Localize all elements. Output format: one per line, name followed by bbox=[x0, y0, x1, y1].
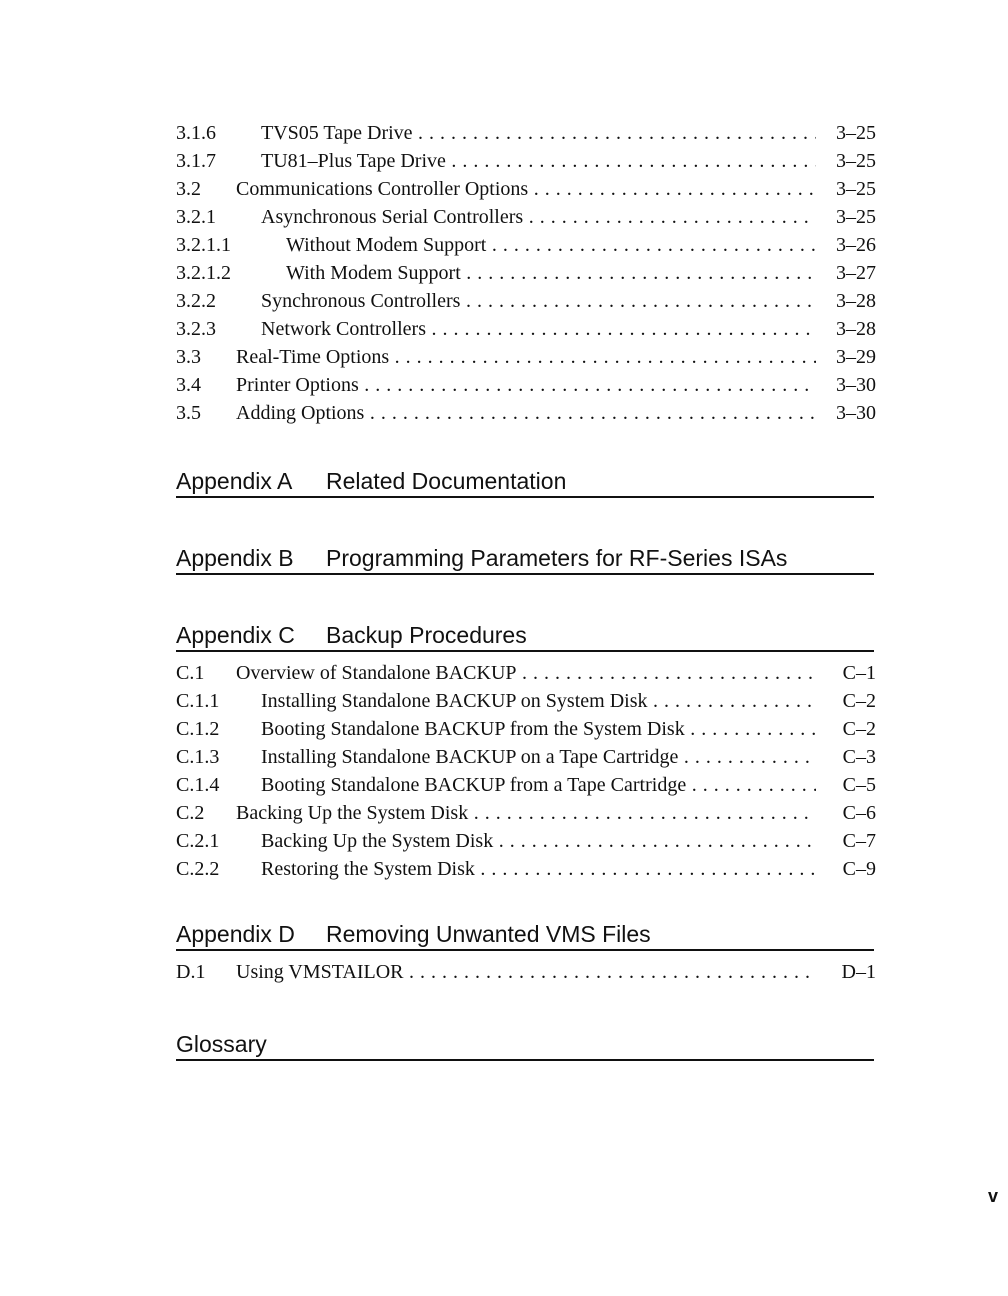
appendix-d-toc bbox=[176, 958, 876, 986]
toc-entry-number: 3.5 bbox=[176, 402, 201, 424]
toc-entry[interactable] bbox=[176, 231, 876, 259]
toc-entry-number: 3.2.1.1 bbox=[176, 234, 231, 256]
toc-entry-page: C–5 bbox=[842, 774, 876, 796]
toc-entry-title: Backing Up the System Disk . . . bbox=[236, 799, 816, 827]
toc-entry-page: 3–25 bbox=[836, 122, 876, 144]
toc-entry-title: TU81–Plus Tape Drive . . . bbox=[261, 147, 816, 175]
appendix-a-label: Appendix A bbox=[176, 468, 293, 494]
toc-entry-title: Network Controllers . . . bbox=[261, 315, 816, 343]
appendix-c-title: Backup Procedures bbox=[326, 622, 527, 648]
toc-entry-number: C.1 bbox=[176, 662, 205, 684]
toc-entry-number: 3.4 bbox=[176, 374, 201, 396]
toc-entry-title: Overview of Standalone BACKUP . . . bbox=[236, 659, 816, 687]
toc-entry[interactable] bbox=[176, 715, 876, 743]
toc-entry-page: C–2 bbox=[842, 690, 876, 712]
toc-entry-page: C–9 bbox=[842, 858, 876, 880]
toc-entry-title: Communications Controller Options . . . bbox=[236, 175, 816, 203]
toc-entry-title: Booting Standalone BACKUP from a Tape Cartridge . . . bbox=[261, 771, 816, 799]
toc-entry-title: Installing Standalone BACKUP on a Tape Cartridge . . . bbox=[261, 743, 816, 771]
appendix-a-title: Related Documentation bbox=[326, 468, 567, 494]
toc-entry-title: Printer Options . . . bbox=[236, 371, 816, 399]
toc-entry-title: Synchronous Controllers . . . bbox=[261, 287, 816, 315]
toc-entry-number: C.1.4 bbox=[176, 774, 220, 796]
toc-entry-number: 3.3 bbox=[176, 346, 201, 368]
toc-entry-page: 3–25 bbox=[836, 150, 876, 172]
toc-entry[interactable] bbox=[176, 119, 876, 147]
toc-entry[interactable] bbox=[176, 399, 876, 427]
toc-entry-page: 3–25 bbox=[836, 178, 876, 200]
toc-entry-page: 3–25 bbox=[836, 206, 876, 228]
appendix-b-title: Programming Parameters for RF-Series ISAs bbox=[326, 545, 788, 571]
toc-entry-page: 3–30 bbox=[836, 402, 876, 424]
toc-entry-number: 3.1.6 bbox=[176, 122, 216, 144]
toc-entry[interactable] bbox=[176, 743, 876, 771]
toc-entry[interactable] bbox=[176, 259, 876, 287]
toc-entry-title: Installing Standalone BACKUP on System Disk . . . bbox=[261, 687, 816, 715]
appendix-c-heading[interactable] bbox=[176, 620, 874, 652]
toc-entry-number: 3.2 bbox=[176, 178, 201, 200]
toc-entry[interactable] bbox=[176, 287, 876, 315]
toc-entry-number: C.2.1 bbox=[176, 830, 220, 852]
appendix-d-title: Removing Unwanted VMS Files bbox=[326, 921, 651, 947]
toc-entry-page: 3–28 bbox=[836, 290, 876, 312]
toc-entry-title: Backing Up the System Disk . . . bbox=[261, 827, 816, 855]
toc-entry-page: 3–27 bbox=[836, 262, 876, 284]
toc-entry-number: 3.2.1.2 bbox=[176, 262, 231, 284]
toc-entry-page: 3–29 bbox=[836, 346, 876, 368]
toc-entry[interactable] bbox=[176, 659, 876, 687]
toc-entry-number: C.1.1 bbox=[176, 690, 220, 712]
appendix-a-heading[interactable] bbox=[176, 466, 874, 498]
toc-entry[interactable] bbox=[176, 203, 876, 231]
appendix-d-label: Appendix D bbox=[176, 921, 295, 947]
toc-entry-title: Asynchronous Serial Controllers . . . bbox=[261, 203, 816, 231]
toc-entry[interactable] bbox=[176, 175, 876, 203]
toc-entry-title: With Modem Support . . . bbox=[286, 259, 816, 287]
toc-entry-number: C.1.3 bbox=[176, 746, 220, 768]
toc-entry-page: D–1 bbox=[841, 961, 876, 983]
chapter3-toc bbox=[176, 119, 876, 427]
toc-entry[interactable] bbox=[176, 958, 876, 986]
toc-entry-title: Booting Standalone BACKUP from the System Disk . . . bbox=[261, 715, 816, 743]
appendix-b-label: Appendix B bbox=[176, 545, 294, 571]
appendix-c-toc bbox=[176, 659, 876, 883]
toc-entry-number: C.2.2 bbox=[176, 858, 220, 880]
toc-entry[interactable] bbox=[176, 687, 876, 715]
toc-entry-number: 3.2.1 bbox=[176, 206, 216, 228]
glossary-title: Glossary bbox=[176, 1031, 267, 1057]
toc-entry[interactable] bbox=[176, 771, 876, 799]
toc-entry[interactable] bbox=[176, 147, 876, 175]
appendix-c-label: Appendix C bbox=[176, 622, 295, 648]
appendix-b-heading[interactable] bbox=[176, 543, 874, 575]
toc-entry[interactable] bbox=[176, 855, 876, 883]
toc-entry-page: C–7 bbox=[842, 830, 876, 852]
toc-entry-page: C–3 bbox=[842, 746, 876, 768]
toc-entry-page: 3–28 bbox=[836, 318, 876, 340]
toc-entry-title: Using VMSTAILOR . . . bbox=[236, 958, 816, 986]
toc-entry-page: 3–26 bbox=[836, 234, 876, 256]
toc-entry-number: 3.2.2 bbox=[176, 290, 216, 312]
toc-entry-page: C–1 bbox=[842, 662, 876, 684]
toc-entry-page: 3–30 bbox=[836, 374, 876, 396]
toc-entry[interactable] bbox=[176, 371, 876, 399]
appendix-d-heading[interactable] bbox=[176, 919, 874, 951]
toc-entry-title: Without Modem Support . . . bbox=[286, 231, 816, 259]
toc-entry-title: Restoring the System Disk . . . bbox=[261, 855, 816, 883]
toc-entry[interactable] bbox=[176, 827, 876, 855]
toc-entry-title: Adding Options . . . bbox=[236, 399, 816, 427]
toc-entry[interactable] bbox=[176, 343, 876, 371]
toc-entry-page: C–6 bbox=[842, 802, 876, 824]
toc-entry-number: C.2 bbox=[176, 802, 205, 824]
toc-entry-number: D.1 bbox=[176, 961, 206, 983]
toc-entry[interactable] bbox=[176, 799, 876, 827]
toc-entry-number: 3.1.7 bbox=[176, 150, 216, 172]
glossary-heading[interactable] bbox=[176, 1029, 874, 1061]
toc-entry[interactable] bbox=[176, 315, 876, 343]
toc-entry-number: 3.2.3 bbox=[176, 318, 216, 340]
toc-entry-number: C.1.2 bbox=[176, 718, 220, 740]
toc-entry-page: C–2 bbox=[842, 718, 876, 740]
page-folio: v bbox=[987, 1186, 998, 1206]
toc-page bbox=[176, 0, 876, 1296]
toc-entry-title: TVS05 Tape Drive . . . bbox=[261, 119, 816, 147]
toc-entry-title: Real-Time Options . . . bbox=[236, 343, 816, 371]
